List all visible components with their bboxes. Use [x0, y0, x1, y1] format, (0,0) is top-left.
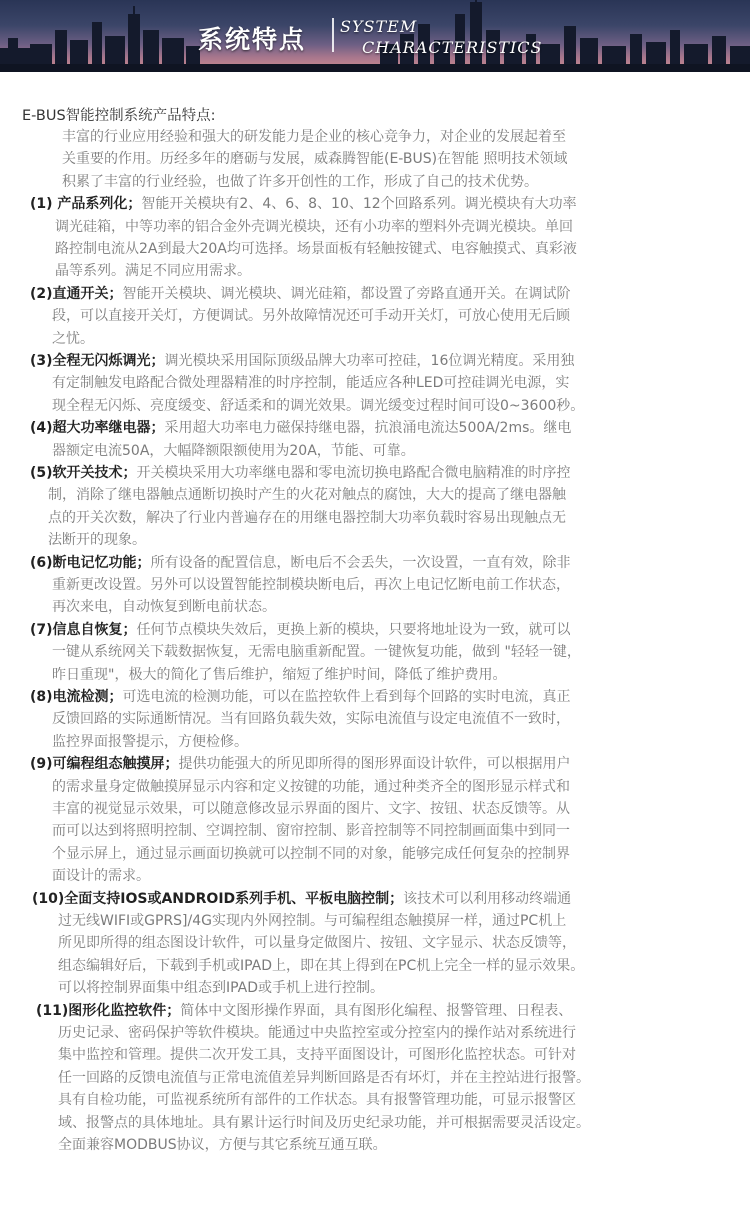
paragraph-text: 积累了丰富的行业经验，也做了许多开创性的工作，形成了自己的技术优势。 — [62, 173, 538, 190]
feature-line — [58, 956, 584, 976]
feature-line — [30, 754, 571, 774]
paragraph-text: 之忧。 — [52, 330, 94, 347]
feature-line — [58, 978, 384, 998]
paragraph-text: 智能开关模块有2、4、6、8、10、12个回路系列。调光模块有大功率 — [141, 196, 577, 213]
feature-line — [32, 889, 571, 909]
feature-title: (10)全面支持IOS或ANDROID系列手机、平板电脑控制； — [32, 890, 404, 907]
banner-divider — [332, 18, 334, 52]
banner-title: 系统特点 — [198, 25, 307, 54]
feature-line — [52, 821, 570, 841]
paragraph-text: 面设计的需求。 — [52, 868, 150, 885]
paragraph-text: 集中监控和管理。提供二次开发工具，支持平面图设计，可图形化监控状态。可针对 — [58, 1047, 576, 1064]
feature-line — [30, 351, 574, 371]
feature-line — [52, 709, 570, 729]
paragraph-text: 历史记录、密码保护等软件模块。能通过中央监控室或分控室内的操作站对系统进行 — [58, 1025, 576, 1041]
paragraph-text: 提供功能强大的所见即所得的图形界面设计软件，可以根据用户 — [178, 756, 571, 773]
feature-line — [52, 329, 94, 349]
paragraph-text: 丰富的视觉显示效果，可以随意修改显示界面的图片、文字、按钮、状态反馈等。从 — [52, 801, 570, 817]
paragraph-text: 全面兼容MODBUS协议，方便与其它系统互通互联。 — [58, 1137, 387, 1153]
paragraph-text: 器额定电流50A，大幅降额限额使用为20A，节能、可靠。 — [52, 442, 415, 459]
paragraph-text: 简体中文图形操作界面，具有图形化编程、报警管理、日程表、 — [180, 1002, 573, 1019]
paragraph-text: 个显示屏上，通过显示画面切换就可以控制不同的对象，能够完成任何复杂的控制界 — [52, 845, 570, 862]
feature-title: (6)断电记忆功能； — [30, 554, 151, 571]
paragraph-text: 智能开关模块、调光模块、调光硅箱，都设置了旁路直通开关。在调试阶 — [122, 285, 571, 302]
paragraph-text: 的需求量身定做触摸屏显示内容和定义按键的功能，通过种类齐全的图形显示样式和 — [52, 778, 570, 795]
feature-line — [52, 597, 276, 617]
feature-title: (7)信息自恢复； — [30, 621, 137, 638]
paragraph-text: 反馈回路的实际通断情况。当有回路负载失效，实际电流值与设定电流值不一致时， — [52, 711, 570, 728]
feature-line — [58, 1090, 576, 1110]
feature-title: (11)图形化监控软件； — [36, 1002, 181, 1019]
feature-line — [52, 306, 570, 326]
paragraph-text: 路控制电流从2A到最大20A均可选择。场景面板有轻触按键式、电容触摸式、真彩液 — [55, 241, 577, 257]
paragraph-text: 所见即所得的组态图设计软件，可以量身定做图片、按钮、文字显示、状态反馈等， — [58, 935, 576, 952]
paragraph-text: 可选电流的检测功能，可以在监控软件上看到每个回路的实时电流，真正 — [122, 689, 571, 705]
feature-line — [30, 463, 571, 483]
feature-line — [48, 530, 146, 550]
banner-subtitle — [340, 16, 542, 58]
paragraph-text: 所有设备的配置信息，断电后不会丢失，一次设置，一直有效，除非 — [150, 554, 571, 571]
paragraph-text: 过无线WIFI或GPRS]/4G实现内外网控制。与可编程组态触摸屏一样，通过PC机上 — [58, 913, 567, 929]
paragraph-text: 一键从系统网关下载数据恢复，无需电脑重新配置。一键恢复功能，做到 "轻轻一键， — [52, 644, 581, 661]
banner-subtitle-line2: CHARACTERISTICS — [362, 38, 543, 57]
paragraph-text: 调光硅箱，中等功率的铝合金外壳调光模块，还有小功率的塑料外壳调光模块。单回 — [55, 218, 573, 235]
feature-line — [48, 485, 566, 505]
paragraph-text: 丰富的行业应用经验和强大的研发能力是企业的核心竞争力，对企业的发展起着至 — [62, 129, 566, 145]
paragraph-text: 晶等系列。满足不同应用需求。 — [55, 263, 251, 280]
paragraph-text: 组态编辑好后，下载到手机或IPAD上，即在其上得到在PC机上完全一样的显示效果。 — [58, 957, 585, 974]
feature-title: (8)电流检测； — [30, 689, 123, 705]
intro-line — [62, 127, 566, 147]
paragraph-text: 监控界面报警提示，方便检修。 — [52, 733, 248, 750]
paragraph-text: 段，可以直接开关灯，方便调试。另外故障情况还可手动开关灯，可放心使用无后顾 — [52, 308, 570, 325]
paragraph-text: 开关模块采用大功率继电器和零电流切换电路配合微电脑精准的时序控 — [136, 465, 571, 481]
feature-line — [30, 194, 577, 214]
paragraph-text: 采用超大功率电力磁保持继电器，抗浪涌电流达500A/2ms。继电 — [164, 420, 572, 437]
feature-line — [58, 933, 576, 953]
paragraph-text: 关重要的作用。历经多年的磨砺与发展，威森腾智能(E-BUS)在智能 照明技术领域 — [62, 151, 568, 168]
paragraph-text: 法断开的现象。 — [48, 532, 146, 549]
feature-line — [30, 620, 571, 640]
feature-line — [55, 261, 251, 281]
feature-line — [52, 373, 569, 393]
feature-line — [58, 1135, 387, 1155]
paragraph-text: 昨日重现"，极大的简化了售后维护，缩短了维护时间，降低了维护费用。 — [52, 666, 507, 683]
feature-title: (1) 产品系列化； — [30, 196, 142, 213]
paragraph-text: 而可以达到将照明控制、空调控制、窗帘控制、影音控制等不同控制画面集中到同一 — [52, 823, 570, 840]
feature-line — [48, 508, 566, 528]
paragraph-text: 调光模块采用国际顶级品牌大功率可控硅，16位调光精度。采用独 — [164, 353, 575, 369]
feature-title: (4)超大功率继电器； — [30, 420, 165, 437]
feature-title: (5)软开关技术； — [30, 465, 137, 481]
feature-line — [52, 732, 248, 752]
feature-line — [36, 1001, 572, 1021]
feature-line — [52, 866, 150, 886]
paragraph-text: 再次来电，自动恢复到断电前状态。 — [52, 599, 276, 616]
paragraph-text: 该技术可以利用移动终端通 — [403, 890, 572, 907]
feature-line — [52, 665, 506, 685]
section-heading: E-BUS智能控制系统产品特点: — [22, 108, 216, 124]
paragraph-text: 任何节点模块失效后，更换上新的模块，只要将地址设为一致，就可以 — [136, 621, 571, 638]
feature-line — [52, 575, 570, 595]
header-banner — [0, 0, 750, 72]
feature-line — [52, 642, 581, 662]
feature-line — [52, 844, 570, 864]
feature-line — [52, 441, 415, 461]
feature-line — [55, 239, 577, 259]
paragraph-text: 具有自检功能，可监视系统所有部件的工作状态。具有报警管理功能，可显示报警区 — [58, 1092, 576, 1109]
intro-line — [62, 149, 568, 169]
intro-line — [62, 172, 538, 192]
feature-line — [58, 1113, 590, 1133]
feature-line — [30, 553, 571, 573]
paragraph-text: 点的开关次数，解决了行业内普遍存在的用继电器控制大功率负载时容易出现触点无 — [48, 509, 566, 526]
banner-subtitle-line1: SYSTEM — [340, 17, 418, 36]
feature-line — [30, 284, 571, 304]
paragraph-text: 任一回路的反馈电流值与正常电流值差异判断回路是否有坏灯，并在主控站进行报警。 — [58, 1069, 590, 1086]
paragraph-text: 可以将控制界面集中组态到IPAD或手机上进行控制。 — [58, 980, 385, 997]
feature-title: (2)直通开关； — [30, 285, 123, 302]
paragraph-text: 有定制触发电路配合微处理器精准的时序控制，能适应各种LED可控硅调光电源，实 — [52, 375, 570, 392]
feature-line — [58, 911, 566, 931]
feature-line — [30, 418, 571, 438]
feature-line — [58, 1023, 576, 1043]
paragraph-text: 制，消除了继电器触点通断切换时产生的火花对触点的腐蚀，大大的提高了继电器触 — [48, 487, 566, 504]
paragraph-text: 域、报警点的具体地址。具有累计运行时间及历史纪录功能，并可根据需要灵活设定。 — [58, 1114, 590, 1131]
feature-title: (3)全程无闪烁调光； — [30, 353, 165, 369]
paragraph-text: 现全程无闪烁、亮度缓变、舒适柔和的调光效果。调光缓变过程时间可设0~3600秒。 — [52, 397, 585, 414]
paragraph-text: 重新更改设置。另外可以设置智能控制模块断电后，再次上电记忆断电前工作状态， — [52, 577, 570, 593]
feature-line — [52, 777, 570, 797]
feature-line — [30, 687, 571, 707]
feature-line — [55, 217, 573, 237]
feature-line — [58, 1068, 590, 1088]
feature-title: (9)可编程组态触摸屏； — [30, 756, 179, 773]
feature-line — [52, 799, 570, 819]
feature-line — [52, 396, 584, 416]
feature-line — [58, 1045, 576, 1065]
